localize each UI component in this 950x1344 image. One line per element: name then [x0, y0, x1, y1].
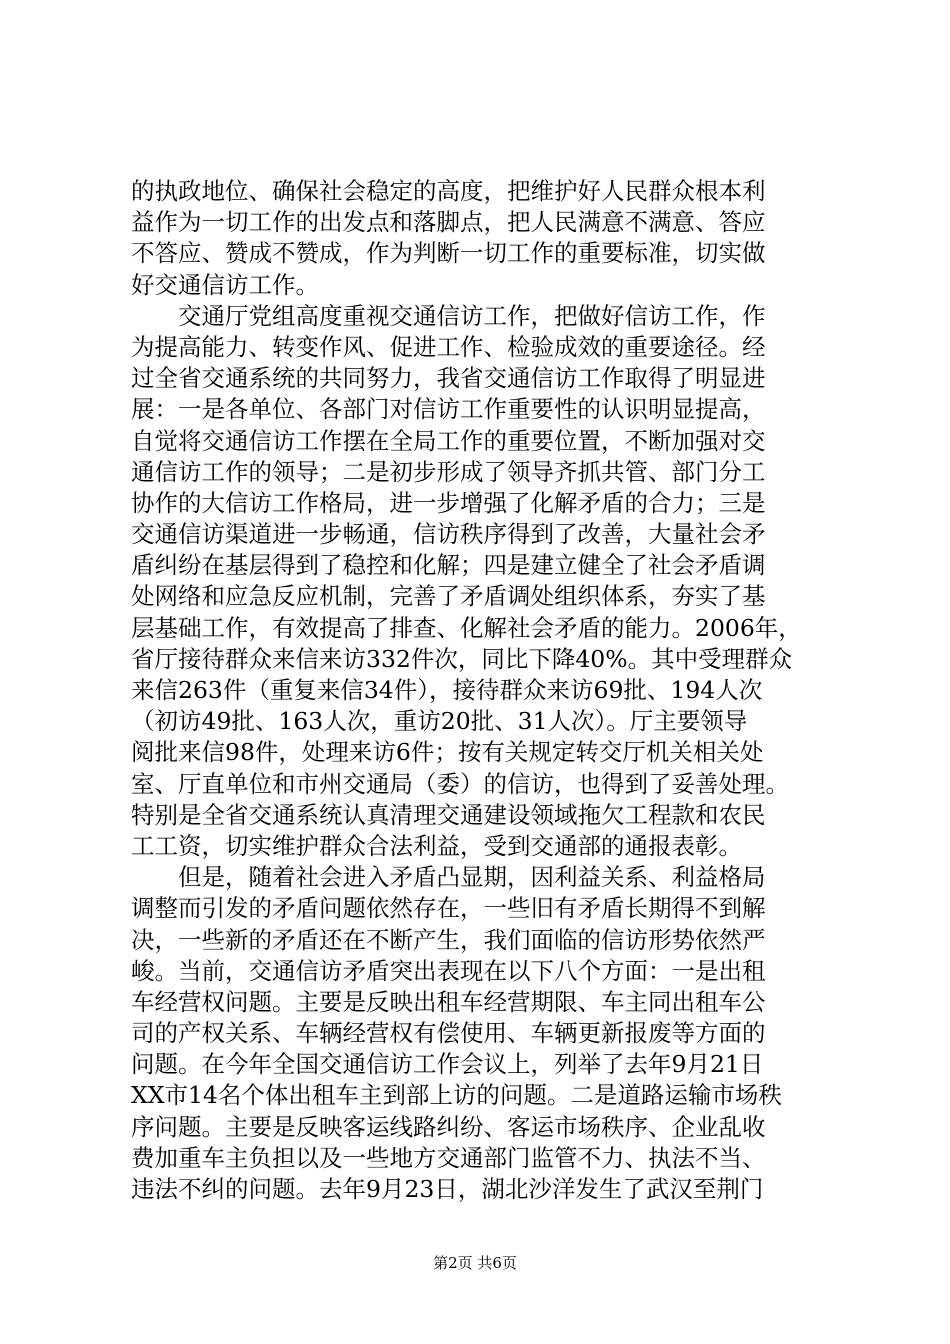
text-line: 特别是全省交通系统认真清理交通建设领域拖欠工程款和农民	[131, 800, 766, 829]
text-line: 违法不纠的问题。去年9月23日，湖北沙洋发生了武汉至荆门	[131, 1175, 764, 1203]
text-line: 序问题。主要是反映客运线路纠纷、客运市场秩序、企业乱收	[131, 1112, 766, 1141]
text-line: 费加重车主负担以及一些地方交通部门监管不力、执法不当、	[131, 1143, 766, 1172]
text-line: 峻。当前，交通信访矛盾突出表现在以下八个方面：一是出租	[131, 956, 766, 985]
text-line: 的执政地位、确保社会稳定的高度，把维护好人民群众根本利	[131, 177, 766, 205]
text-line: XX市14名个体出租车主到部上访的问题。二是道路运输市场秩	[131, 1081, 782, 1110]
text-line: 阅批来信98件，处理来访6件；按有关规定转交厅机关相关处	[131, 738, 764, 767]
paragraph-start-line: 交通厅党组高度重视交通信访工作，把做好信访工作，作	[178, 301, 766, 330]
text-line: 自觉将交通信访工作摆在全局工作的重要位置，不断加强对交	[131, 426, 766, 455]
text-line: 处网络和应急反应机制，完善了矛盾调处组织体系，夯实了基	[131, 582, 766, 611]
text-line: 交通信访渠道进一步畅通，信访秩序得到了改善，大量社会矛	[131, 520, 766, 549]
text-line: 盾纠纷在基层得到了稳控和化解；四是建立健全了社会矛盾调	[131, 551, 766, 580]
paragraph-start-line: 但是，随着社会进入矛盾凸显期，因利益关系、利益格局	[178, 863, 766, 892]
text-line: 为提高能力、转变作风、促进工作、检验成效的重要途径。经	[131, 332, 766, 361]
text-line: 过全省交通系统的共同努力，我省交通信访工作取得了明显进	[131, 364, 766, 393]
text-line: （初访49批、163人次，重访20批、31人次）。厅主要领导	[131, 707, 748, 736]
text-line: 益作为一切工作的出发点和落脚点，把人民满意不满意、答应	[131, 208, 766, 237]
text-line: 协作的大信访工作格局，进一步增强了化解矛盾的合力；三是	[131, 488, 766, 517]
text-line: 决，一些新的矛盾还在不断产生，我们面临的信访形势依然严	[131, 925, 766, 954]
text-line: 室、厅直单位和市州交通局（委）的信访，也得到了妥善处理。	[131, 769, 789, 798]
text-line: 通信访工作的领导；二是初步形成了领导齐抓共管、部门分工	[131, 457, 766, 486]
text-line: 调整而引发的矛盾问题依然存在，一些旧有矛盾长期得不到解	[131, 894, 766, 923]
text-line: 车经营权问题。主要是反映出租车经营期限、车主同出租车公	[131, 987, 766, 1016]
text-line: 工工资，切实维护群众合法利益，受到交通部的通报表彰。	[131, 831, 742, 860]
document-body	[131, 176, 831, 1205]
text-line: 层基础工作，有效提高了排查、化解社会矛盾的能力。2006年，	[131, 613, 802, 642]
page-number-footer: 第2页 共6页	[433, 1254, 517, 1272]
text-line: 司的产权关系、车辆经营权有偿使用、车辆更新报废等方面的	[131, 1019, 766, 1048]
text-line: 展：一是各单位、各部门对信访工作重要性的认识明显提高，	[131, 395, 766, 424]
text-line: 好交通信访工作。	[131, 270, 319, 299]
text-line: 省厅接待群众来信来访332件次，同比下降40%。其中受理群众	[131, 644, 793, 673]
text-line: 不答应、赞成不赞成，作为判断一切工作的重要标准，切实做	[131, 239, 766, 268]
text-line: 问题。在今年全国交通信访工作会议上，列举了去年9月21日	[131, 1050, 764, 1079]
text-line: 来信263件（重复来信34件），接待群众来访69批、194人次	[131, 676, 763, 704]
